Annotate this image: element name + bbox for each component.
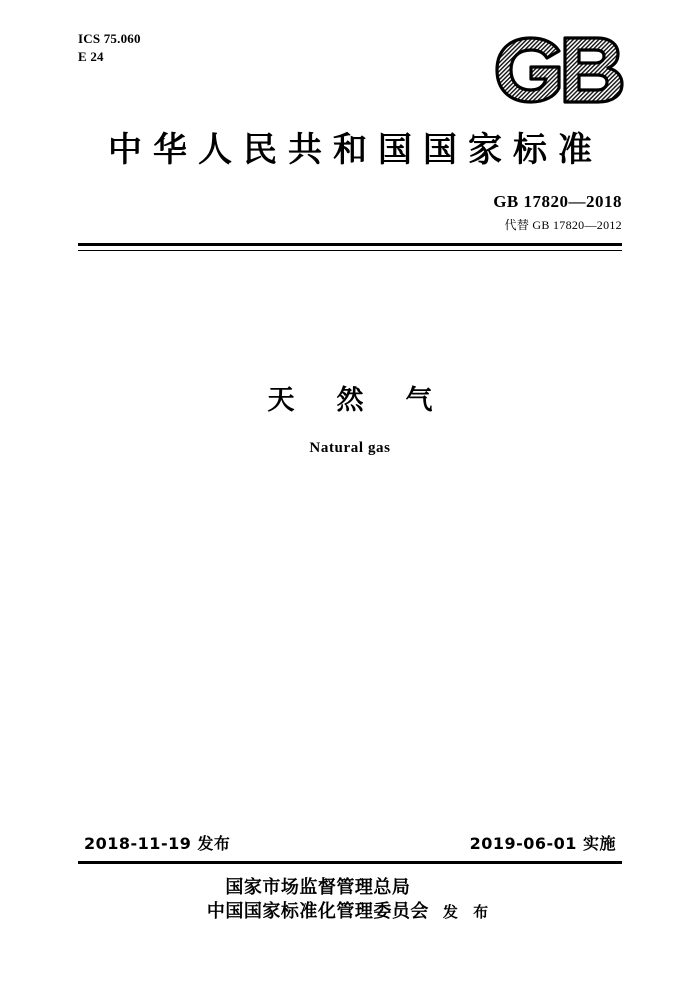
publisher-block	[0, 876, 700, 925]
publisher-verb: 发 布	[442, 902, 494, 921]
replaces-note: 代替 GB 17820—2012	[504, 218, 622, 232]
publisher-organizations	[207, 876, 429, 925]
divider-thick-top	[78, 243, 622, 246]
gb-national-standard-emblem-icon	[493, 34, 628, 106]
standard-number-block	[493, 192, 622, 233]
divider-thin-top	[78, 250, 622, 251]
ccs-code: E 24	[78, 48, 104, 64]
effective-date: 2019-06-01 实施	[469, 834, 616, 853]
publisher-line-1: 国家市场监督管理总局	[225, 877, 411, 898]
subject-title-cn: 天然气	[267, 385, 475, 416]
divider-footer	[78, 861, 622, 864]
publisher-line-2: 中国国家标准化管理委员会	[206, 901, 429, 923]
issue-date: 2018-11-19 发布	[84, 834, 231, 853]
standard-number: GB 17820—2018	[493, 192, 622, 211]
page-title: 中华人民共和国国家标准	[108, 130, 603, 170]
ics-code: ICS 75.060	[78, 31, 141, 46]
subject-title-en: Natural gas	[309, 440, 391, 456]
classification-codes	[78, 30, 141, 65]
